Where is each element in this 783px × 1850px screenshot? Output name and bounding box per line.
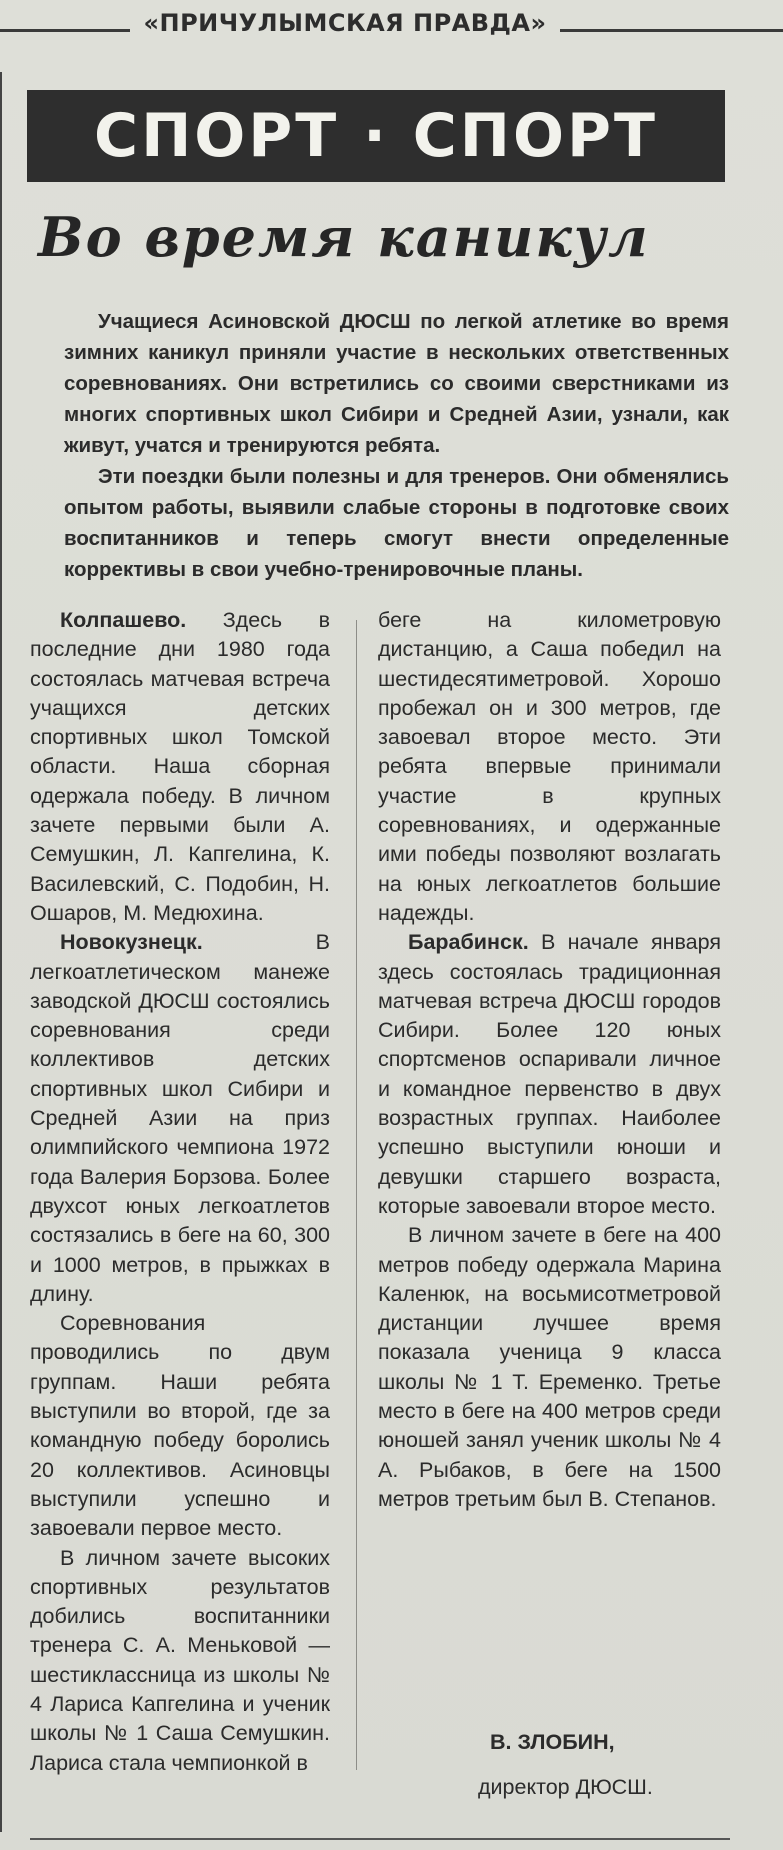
author-role: директор ДЮСШ. [478,1775,653,1799]
masthead-rule-left [0,29,130,32]
page-edge-rule [0,72,8,1832]
column-paragraph: беге на километровую дистанцию, а Саша победил на шестидесятиметровой. Хорошо пробежал он и 300 метров, где завоевал второе место. Эти ребята впервые принимали участие в крупных соревнованиях, и одержанные ими победы позволяют возлагать на юных легкоатлетов большие надежды. [378,608,721,925]
masthead [0,0,783,44]
lead-paragraph: Эти поездки были полезны и для тренеров. Они обменялись опытом работы, выявили слабые стороны в подготовке своих воспитанников и теперь смогут внести определенные коррективы в свои учебно-тренировочные планы. [64,465,729,581]
column-paragraph [30,928,330,1309]
masthead-rule-right [560,29,783,32]
author-signature: В. ЗЛОБИН, [490,1730,615,1754]
paragraph-text: Здесь в последние дни 1980 года состоялась матчевая встреча учащихся детских спортивных школ Томской области. Наша сборная одержала победу. В личном зачете первыми были А. Семушкин, Л. Капгелина, К. Василевский, С. Подобин, Н. Ошаров, М. Медюхина. [30,608,330,925]
city-name: Новокузнецк. [60,930,203,955]
lead-paragraph: Учащиеся Асиновской ДЮСШ по легкой атлетике во время зимних каникул приняли участие в нескольких ответственных соревнованиях. Они встретились со своими сверстниками из многих спортивных школ Сибири и Средней Азии, узнали, как живут, учатся и тренируются ребята. [64,310,729,457]
newspaper-title: «ПРИЧУЛЫМСКАЯ ПРАВДА» [143,9,547,37]
article-lead [64,306,729,585]
section-banner-text: СПОРТ · СПОРТ [94,101,658,171]
paragraph-text: В легкоатлетическом манеже заводской ДЮСШ состоялись соревнования среди коллективов детских спортивных школ Сибири и Средней Азии на приз олимпийского чемпиона 1972 года Валерия Борзова. Более двухсот юных легкоатлетов состязались в беге на 60, 300 и 1000 метров, в прыжках в длину. [30,930,330,1306]
paragraph-text: В начале января здесь состоялась традиционная матчевая встреча ДЮСШ городов Сибири. Более 120 юных спортсменов оспаривали личное и командное первенство в двух возрастных группах. Наиболее успешно выступили юноши и девушки старшего возраста, которые завоевали второе место. [378,930,721,1218]
article-column-left [30,606,330,1778]
column-paragraph [30,606,330,928]
column-divider [356,620,357,1770]
section-banner [27,90,725,182]
column-paragraph: Соревнования проводились по двум группам. Наши ребята выступили во второй, где за командную победу боролись 20 коллективов. Асиновцы выступили успешно и завоевали первое место. [30,1311,330,1541]
city-name: Барабинск. [408,930,529,955]
column-paragraph [378,928,721,1221]
column-paragraph: В личном зачете высоких спортивных результатов добились воспитанники тренера С. А. Меньковой — шестиклассница из школы № 4 Лариса Капгелина и ученик школы № 1 Саша Семушкин. Лариса стала чемпионкой в [30,1545,330,1775]
article-headline: Во время каникул [38,205,650,269]
article-column-right [378,606,721,1514]
city-name: Колпашево. [60,608,187,632]
bottom-rule [30,1838,730,1840]
column-paragraph: В личном зачете в беге на 400 метров победу одержала Марина Каленюк, на восьмисотметровой дистанции лучшее время показала ученица 9 класса школы № 1 Т. Еременко. Третье место в беге на 400 метров среди юношей занял ученик школы № 4 А. Рыбаков, в беге на 1500 метров третьим был В. Степанов. [378,1223,721,1511]
